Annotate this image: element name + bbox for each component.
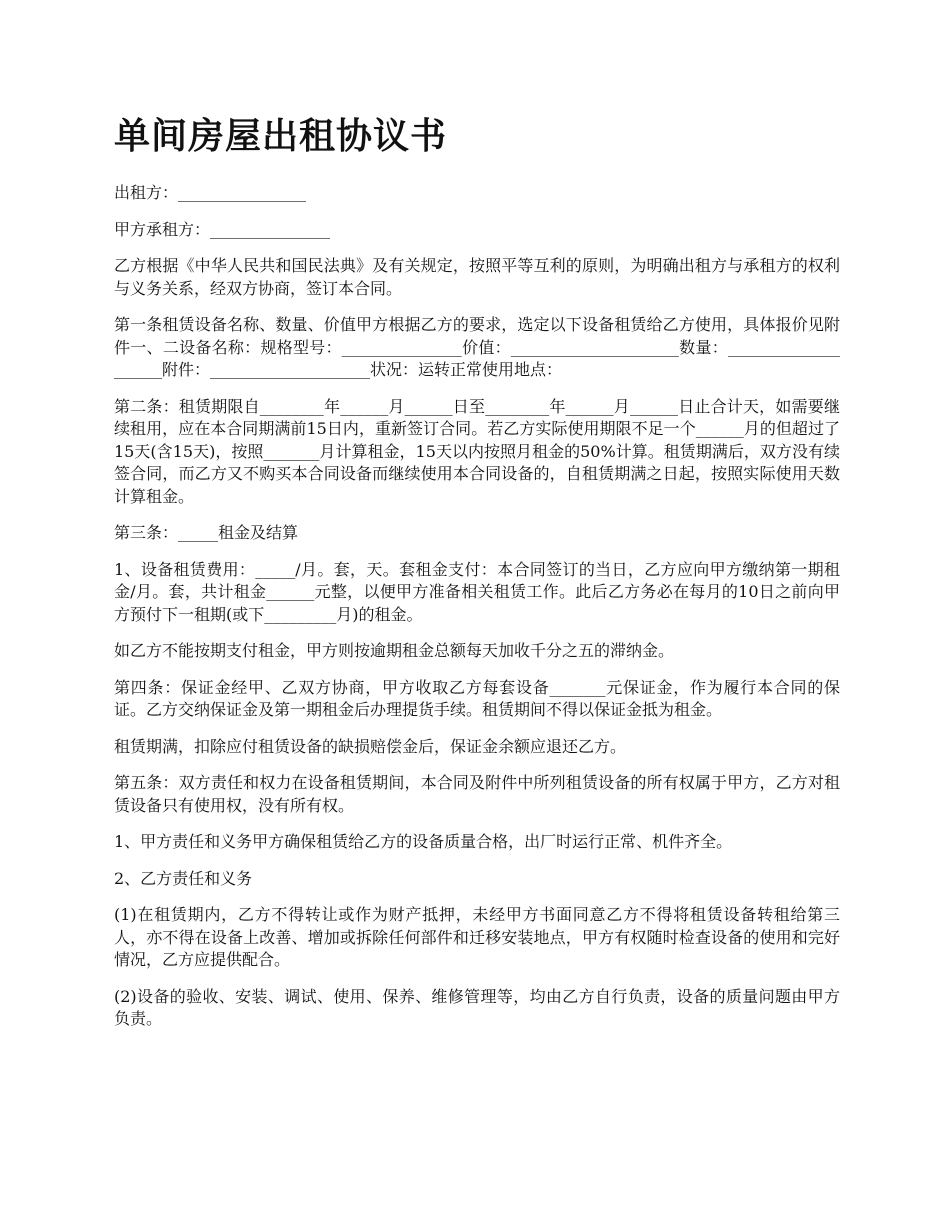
preamble-paragraph: 乙方根据《中华人民共和国民法典》及有关规定，按照平等互利的原则，为明确出租方与承租方的权利与义务关系，经双方协商，签订本合同。 bbox=[114, 256, 840, 298]
article-3-heading: 第三条：_____租金及结算 bbox=[114, 523, 299, 542]
party-a-duties-paragraph: 1、甲方责任和义务甲方确保租赁给乙方的设备质量合格，出厂时运行正常、机件齐全。 bbox=[114, 832, 733, 851]
article-2-paragraph: 第二条：租赁期限自________年______月______日至________年______月______日止合计天，如需要继续租用，应在本合同期满前15日内，重新签订合同。若乙方实际使用期限不足一个______月的但超过了15天(含15天)，按照_______月计算租金，15天以内按照月租金的50%计算。租赁期满后，双方没有续签合同，而乙方又不购买本合同设备而继续使用本合同设备的，自租赁期满之日起，按照实际使用天数计算租金。 bbox=[114, 396, 840, 506]
article-1-paragraph: 第一条租赁设备名称、数量、价值甲方根据乙方的要求，选定以下设备租赁给乙方使用，具体报价见附件一、二设备名称：规格型号：_______________价值：_____________________数量：____________________附件：____________________状况：运转正常使用地点： bbox=[114, 315, 840, 379]
party-b-duties-heading: 2、乙方责任和义务 bbox=[114, 868, 253, 888]
deposit-refund-paragraph: 租赁期满，扣除应付租赁设备的缺损赔偿金后，保证金余额应退还乙方。 bbox=[114, 736, 627, 756]
late-fee-paragraph: 如乙方不能按期支付租金，甲方则按逾期租金总额每天加收千分之五的滞纳金。 bbox=[114, 641, 675, 660]
document-page bbox=[114, 112, 840, 1045]
article-4-paragraph: 第四条：保证金经甲、乙双方协商，甲方收取乙方每套设备_______元保证金，作为履行本合同的保证。乙方交纳保证金及第一期租金后办理提货手续。租赁期间不得以保证金抵为租金。 bbox=[114, 677, 840, 719]
party-b-duty-1-paragraph: (1)在租赁期内，乙方不得转让或作为财产抵押，未经甲方书面同意乙方不得将租赁设备转租给第三人，亦不得在设备上改善、增加或拆除任何部件和迁移安装地点，甲方有权随时检查设备的使用和完好情况，乙方应提供配合。 bbox=[114, 905, 840, 969]
lessee-line: 甲方承租方：_______________ bbox=[114, 219, 331, 239]
article-5-paragraph: 第五条：双方责任和权力在设备租赁期间，本合同及附件中所列租赁设备的所有权属于甲方，乙方对租赁设备只有使用权，没有所有权。 bbox=[114, 773, 840, 815]
party-b-duty-2-paragraph: (2)设备的验收、安装、调试、使用、保养、维修管理等，均由乙方自行负责，设备的质量问题由甲方负责。 bbox=[114, 986, 840, 1028]
lessor-line: 出租方：________________ bbox=[114, 183, 307, 202]
rent-payment-paragraph: 1、设备租赁费用：_____/月。套，天。套租金支付：本合同签订的当日，乙方应向甲方缴纳第一期租金/月。套，共计租金______元整，以便甲方准备相关租赁工作。此后乙方务必在每月的10日之前向甲方预付下一租期(或下_________月)的租金。 bbox=[114, 559, 840, 624]
document-title: 单间房屋出租协议书 bbox=[114, 115, 448, 157]
